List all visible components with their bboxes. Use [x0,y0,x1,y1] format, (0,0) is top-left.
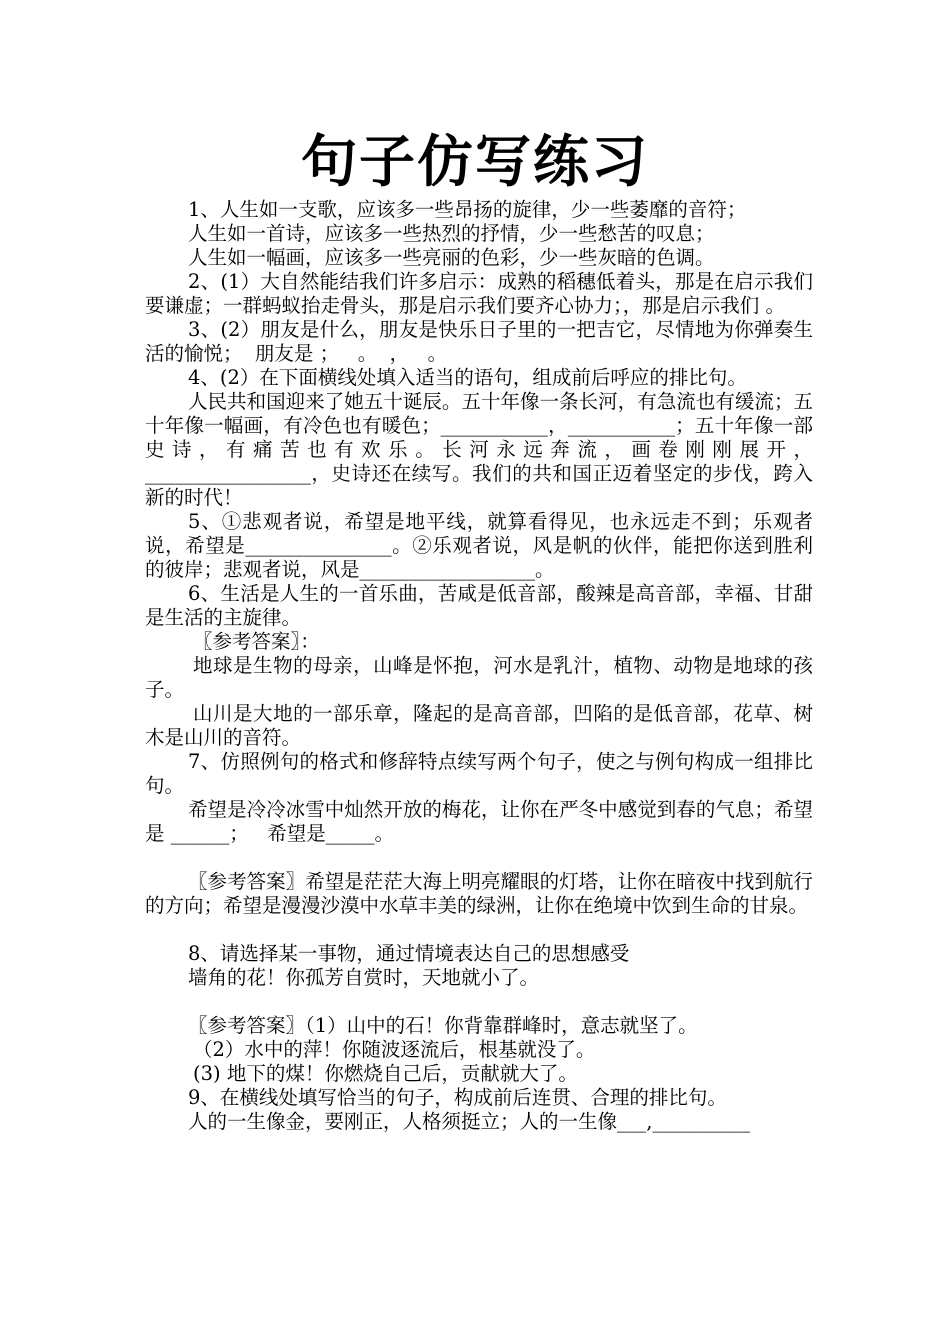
paragraph: 山川是大地的一部乐章，隆起的是高音部，凹陷的是低音部，花草、树木是山川的音符。 [145,702,813,749]
paragraph: 5、①悲观者说，希望是地平线，就算看得见，也永远走不到；乐观者说，希望是_______________。②乐观者说，风是帆的伙伴，能把你送到胜利的彼岸；悲观者说，风是__________________。 [145,510,813,581]
paragraph: 3、(2）朋友是什么，朋友是快乐日子里的一把吉它，尽情地为你弹奏生活的愉悦； 朋友是 ； 。 ， 。 [145,318,813,365]
paragraph: 4、(2）在下面横线处填入适当的语句，组成前后呼应的排比句。 [188,366,747,389]
paragraph: (3) 地下的煤！你燃烧自己后，贡献就大了。 [193,1062,578,1085]
paragraph: 9、在横线处填写恰当的句子，构成前后连贯、合理的排比句。 [188,1086,727,1109]
paragraph: 人生如一幅画，应该多一些亮丽的色彩，少一些灰暗的色调。 [188,246,715,269]
paragraph: 墙角的花！你孤芳自赏时，天地就小了。 [188,966,540,989]
paragraph: （2）水中的萍！你随波逐流后，根基就没了。 [193,1038,596,1061]
paragraph: 人的一生像金，要刚正，人格须挺立；人的一生像___,__________ [188,1110,750,1133]
paragraph: 人生如一首诗，应该多一些热烈的抒情，少一些愁苦的叹息； [188,222,715,245]
paragraph: 人民共和国迎来了她五十诞辰。五十年像一条长河，有急流也有缓流；五十年像一幅画，有冷色也有暖色；___________，___________；五十年像一部史诗，有痛苦也有欢乐。长河永远奔流，画卷刚刚展开，_________________，史诗还在续写。我们的共和国正迈着坚定的步伐，跨入新的时代！ [145,390,813,509]
answer-heading: 〖参考答案〗： [193,630,320,653]
page-title: 句子仿写练习 [301,129,649,195]
paragraph: 希望是冷冷冰雪中灿然开放的梅花，让你在严冬中感觉到春的气息；希望是 ______； 希望是_____。 [145,798,813,845]
paragraph: 7、仿照例句的格式和修辞特点续写两个句子，使之与例句构成一组排比句。 [145,750,813,797]
paragraph: 6、生活是人生的一首乐曲，苦咸是低音部，酸辣是高音部，幸福、甘甜是生活的主旋律。 [145,582,813,629]
answer-paragraph: 〖参考答案〗（1）山中的石！你背靠群峰时，意志就坚了。 [188,1014,698,1037]
paragraph: 1、人生如一支歌，应该多一些昂扬的旋律，少一些萎靡的音符； [188,198,747,221]
document-body [145,198,813,1134]
blank-line [145,990,813,1014]
blank-line [145,846,813,870]
blank-line [145,918,813,942]
answer-paragraph: 〖参考答案〗希望是茫茫大海上明亮耀眼的灯塔，让你在暗夜中找到航行的方向；希望是漫漫沙漠中水草丰美的绿洲，让你在绝境中饮到生命的甘泉。 [145,870,813,917]
paragraph: 2、(1）大自然能结我们许多启示：成熟的稻穗低着头，那是在启示我们要谦虚；一群蚂蚁抬走骨头，那是启示我们要齐心协力；，那是启示我们 。 [145,270,813,317]
paragraph: 8、请选择某一事物，通过情境表达自己的思想感受 [188,942,630,965]
paragraph: 地球是生物的母亲，山峰是怀抱，河水是乳汁，植物、动物是地球的孩子。 [145,654,813,701]
